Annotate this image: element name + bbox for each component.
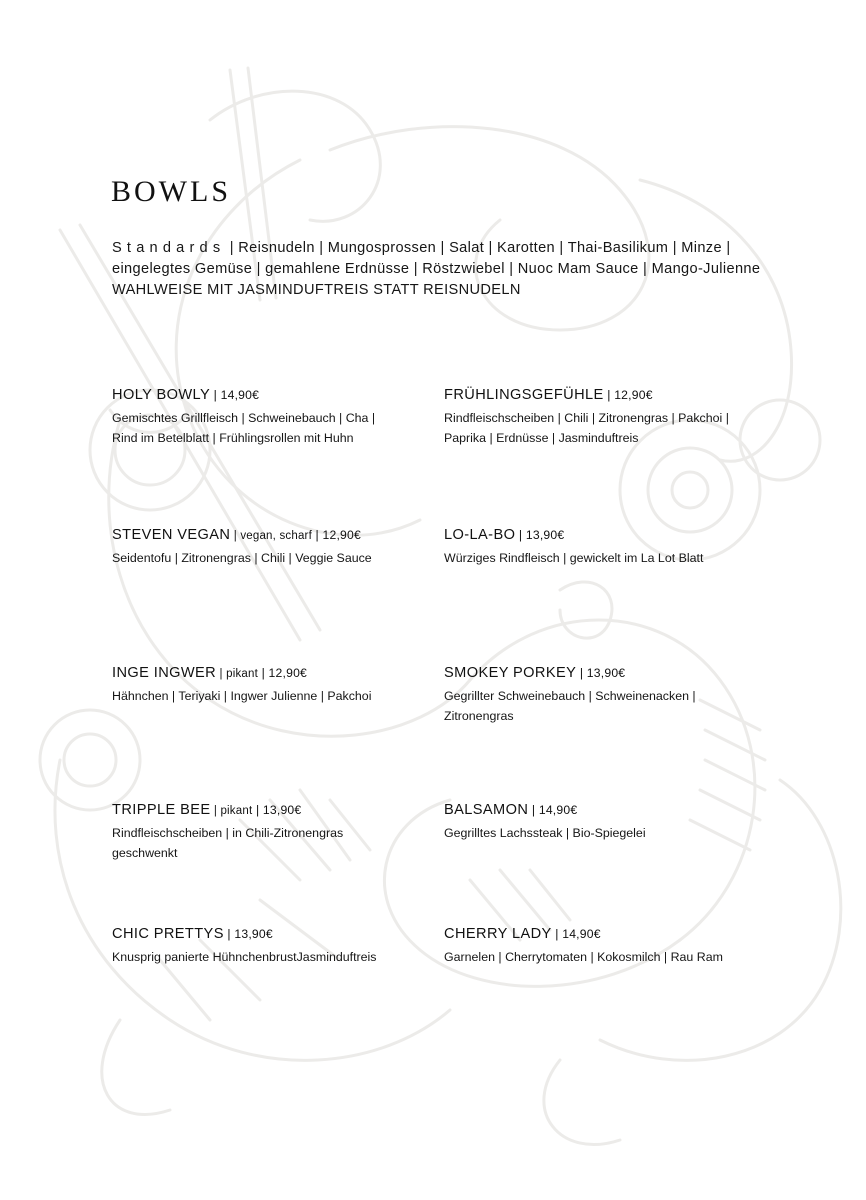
item-name: HOLY BOWLY [112, 387, 211, 403]
menu-item [112, 801, 432, 863]
item-description: Gegrillter Schweinebauch | Schweinenacken | Zitronengras [444, 689, 696, 723]
item-name: FRÜHLINGSGEFÜHLE [444, 387, 604, 403]
item-name: INGE INGWER [112, 665, 217, 681]
page-title: BOWLS [111, 175, 231, 208]
item-description: Rindfleischscheiben | Chili | Zitronengras | Pakchoi | Paprika | Erdnüsse | Jasminduftreis [444, 411, 729, 445]
item-description: Garnelen | Cherrytomaten | Kokosmilch | Rau Ram [444, 950, 723, 964]
item-name: SMOKEY PORKEY [444, 665, 577, 681]
item-name: LO-LA-BO [444, 527, 516, 543]
item-name: CHERRY LADY [444, 926, 552, 942]
item-price: | 13,90€ [223, 927, 273, 941]
item-price: | 14,90€ [528, 803, 578, 817]
item-name: BALSAMON [444, 802, 529, 818]
item-note: | pikant [216, 668, 259, 680]
item-price: | 13,90€ [576, 666, 626, 680]
item-note: | pikant [210, 805, 253, 817]
item-description: Würziges Rindfleisch | gewickelt im La Lot Blatt [444, 551, 704, 565]
menu-item [444, 925, 764, 967]
item-price: | 14,90€ [551, 927, 601, 941]
item-price: | 13,90€ [515, 528, 565, 542]
item-note: | vegan, scharf [230, 530, 312, 542]
item-price: | 12,90€ [311, 528, 361, 542]
item-description: Rindfleischscheiben | in Chili-Zitronengras geschwenkt [112, 826, 344, 860]
item-description: Hähnchen | Teriyaki | Ingwer Julienne | Pakchoi [112, 689, 372, 703]
menu-item [112, 386, 432, 448]
item-price: | 12,90€ [603, 388, 653, 402]
item-description: Gemischtes Grillfleisch | Schweinebauch | Cha | Rind im Betelblatt | Frühlingsrollen mit Huhn [112, 411, 376, 445]
item-description: Knusprig panierte HühnchenbrustJasminduftreis [112, 950, 377, 964]
standards-description [112, 238, 762, 301]
menu-item [444, 526, 764, 568]
item-name: TRIPPLE BEE [112, 802, 211, 818]
menu-item [444, 801, 764, 843]
menu-item [112, 925, 432, 967]
item-name: STEVEN VEGAN [112, 527, 231, 543]
item-price: | 12,90€ [258, 666, 308, 680]
menu-item [444, 386, 764, 448]
item-price: | 13,90€ [252, 803, 302, 817]
item-description: Seidentofu | Zitronengras | Chili | Veggie Sauce [112, 551, 372, 565]
menu-item [112, 526, 432, 568]
standards-text: | Reisnudeln | Mungosprossen | Salat | Karotten | Thai-Basilikum | Minze | eingelegtes Gemüse | gemahlene Erdnüsse | Röstzwiebel | Nuoc Mam Sauce | Mango-Julienne WAHLWEISE MIT JASMINDUFTREIS STATT REISNUDELN [112, 240, 761, 298]
standards-label: Standards [112, 240, 226, 256]
item-price: | 14,90€ [210, 388, 260, 402]
item-description: Gegrilltes Lachssteak | Bio-Spiegelei [444, 826, 646, 840]
menu-item [112, 664, 432, 706]
menu-item [444, 664, 764, 726]
item-name: CHIC PRETTYS [112, 926, 224, 942]
